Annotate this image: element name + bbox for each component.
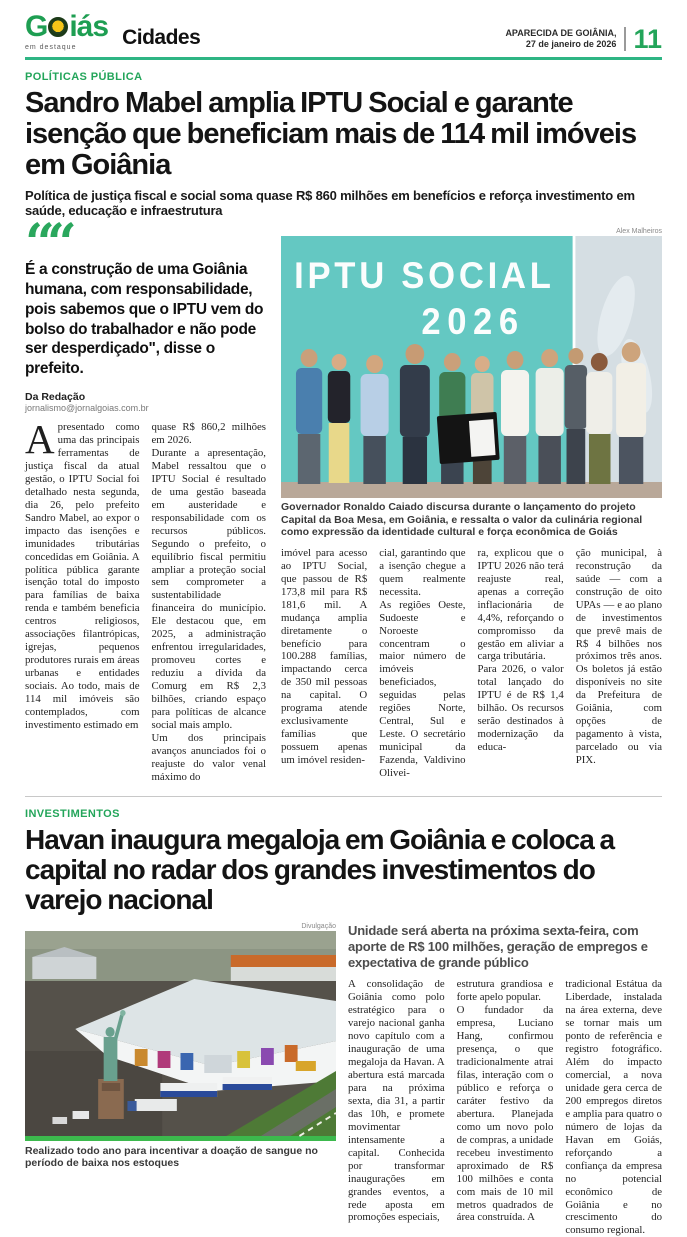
pull-quote: É a construção de uma Goiânia humana, com responsabilidade, pois sabemos que o IPTU vem do bolso do trabalhador e não pode ser desperdiçado", disse o prefeito. (25, 261, 264, 378)
section-title: Cidades (122, 26, 201, 49)
photo-overlay-line2: 2026 (421, 301, 525, 343)
article-iptu-social (25, 71, 662, 784)
article1-column-1: Apresentado como uma das principais ferramentas de justiça fiscal da atual gestão, o IPTU Social foi detalhado nesta segunda, dia 26, pelo prefeito Sandro Mabel, ao expor o impacto das isenções e imunidades tributárias concedidas em Goiânia. A política pública garante isenção total do imposto para famílias de baixa renda e também beneficia centros religiosos, associações filantrópicas, igrejas, pequenos produtores rurais em áreas urbanas e entidades sociais. Ao todo, mais de 114 mil imóveis são contemplados, com investimento estimado em (25, 416, 140, 731)
article1-column-5: ra, explicou que o IPTU 2026 não terá reajuste real, apenas a correção inflacionária de 4,4%, reforçando o compromisso da gestão em aliviar a carga tributária. Para 2026, o valor total lançado do IPTU é de R$ 1,4 bilhão. Os recursos serão destinados à modernização da educa- (477, 546, 564, 754)
photo2-green-bar (25, 1136, 336, 1141)
article2-column-1: A consolidação de Goiânia como polo estratégico para o varejo nacional ganha novo capítulo com a inauguração de uma megaloja da Havan. A abertura está marcada para na próxima sexta, dia 31, a partir das 10h, e promete movimentar intensamente a capital. Conhecida por transformar inaugurações em grandes eventos, a rede aposta em promoções especiais, (348, 978, 445, 1224)
article1-column-6: ção municipal, à reconstrução da saúde — com a construção de oito UPAs — e ao plano de investimentos que prevê mais de R$ 4 bilhões nos próximos três anos. Os boletos já estão disponíveis no site da Prefeitura de Goiânia, com opções de pagamento à vista, parcelado ou via PIX. (575, 546, 662, 767)
article1-headline: Sandro Mabel amplia IPTU Social e garante isenção que beneficiam mais de 114 mil imóveis em Goiânia (25, 87, 637, 182)
logo-tagline: em destaque (25, 44, 77, 51)
article1-column-2: quase R$ 860,2 milhões em 2026. Durante a apresentação, Mabel ressaltou que o IPTU Social é resultado de uma gestão baseada em austeridade e responsabilidade com os recursos públicos. Segundo o prefeito, o equilíbrio fiscal permitiu ampliar a proteção social sem comprometer a sustentabilidade financeira do município. Ele destacou que, em 2025, a administração enfrentou irregularidades, promoveu cortes e reduziu a dívida da Comurg em R$ 2,3 bilhões, criando espaço para políticas de alcance social mais amplo. Um dos principais avanços anunciados foi o reajuste do valor venal máximo do (151, 421, 266, 783)
photo1-credit: Alex Malheiros (616, 228, 662, 236)
article1-kicker: POLÍTICAS PÚBLICA (25, 71, 143, 83)
logo-text-ias: iás (69, 10, 109, 43)
goias-logo (25, 12, 108, 51)
byline (25, 391, 266, 413)
article2-column-3: tradicional Estátua da Liberdade, instalada na área externa, deve se tornar mais um ponto de referência e registro fotográfico. Além do impacto comercial, a nova unidade gera cerca de 200 empregos diretos e amplia para quatro o número de lojas da Havan em Goiás, reforçando a confiança da empresa no potencial econômico de Goiânia e no crescimento do consumo regional. (565, 978, 663, 1237)
article2-columns (348, 978, 662, 1237)
logo-emblem-icon (48, 17, 68, 37)
article1-right-columns (281, 547, 662, 780)
article1-subhead: Política de justiça fiscal e social soma quase R$ 860 milhões em benefícios e reforça investimento em saúde, educação e infraestrutura (25, 188, 635, 219)
article2-column-2: estrutura grandiosa e forte apelo popular. O fundador da empresa, Luciano Hang, confirmou presença, o que tradicionalmente atrai filas, interação com o público e reforça o caráter festivo da abertura. Planejada como um novo polo de compras, a unidade recebeu investimento aproximado de R$ 100 milhões e conta com mais de 10 mil metros quadrados de área construída. A (456, 978, 554, 1224)
article2-kicker: INVESTIMENTOS (25, 807, 120, 820)
havan-store-photo (25, 931, 336, 1136)
article2-subhead: Unidade será aberta na próxima sexta-feira, com aporte de R$ 100 milhões, geração de empregos e expectativa de grande público (348, 922, 648, 971)
dateline-date: 27 de janeiro de 2026 (525, 38, 617, 49)
dateline-city: APARECIDA DE GOIÂNIA, (505, 27, 617, 38)
photo2-credit: Divulgação (301, 922, 336, 930)
masthead (25, 12, 662, 60)
photo2-caption: Realizado todo ano para incentivar a doação de sangue no período de baixa nos estoques (25, 1144, 318, 1170)
article1-column-3: imóvel para acesso ao IPTU Social, que passou de R$ 173,8 mil para R$ 181,6 mil. A mudança amplia diretamente o benefício para 100.288 famílias, impactando cerca de 350 mil pessoas na capital. O programa atende exclusivamente famílias que possuem apenas um imóvel residen- (281, 546, 368, 767)
dropcap: A (25, 416, 55, 463)
byline-author: Da Redação (25, 391, 86, 404)
photo1-caption: Governador Ronaldo Caiado discursa durante o lançamento do projeto Capital da Boa Mesa, em Goiânia, e ressalta o valor da culinária regional como expressão da identidade cultural e força econômica de Goiás (281, 501, 643, 539)
article-separator (25, 796, 662, 797)
photo-overlay-line1: IPTU SOCIAL (294, 255, 555, 297)
article1-left-columns (25, 416, 266, 784)
iptu-event-photo (281, 236, 662, 498)
quote-icon: ““ (25, 213, 69, 275)
dateline (505, 28, 616, 51)
byline-email: jornalismo@jornalgoias.com.br (25, 403, 149, 414)
article2-headline: Havan inaugura megaloja em Goiânia e coloca a capital no radar dos grandes investimentos do varejo nacional (25, 823, 615, 915)
article1-column-4: cial, garantindo que a isenção chegue a quem realmente necessita. As regiões Oeste, Sudoeste e Noroeste concentram o maior número de imóveis beneficiados, seguidas pelas regiões Norte, Central, Sul e Leste. O secretário municipal da Fazenda, Valdivino Olivei- (379, 546, 466, 780)
page-number: 11 (624, 27, 662, 51)
logo-text-g: G (25, 10, 48, 43)
article-havan (25, 808, 662, 1237)
